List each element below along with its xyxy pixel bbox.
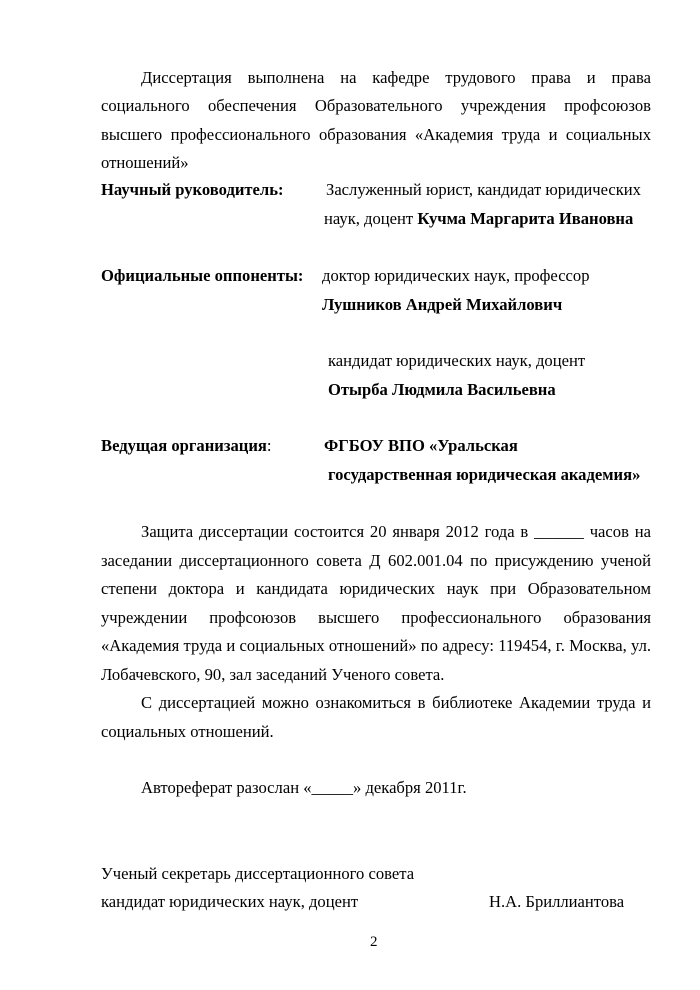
defense-line-2: заседании диссертационного совета Д 602.001.04 по присуждению ученой	[101, 551, 651, 570]
intro-line-2: социального обеспечения Образовательного учреждения профсоюзов	[101, 96, 651, 115]
defense-line-6: Лобачевского, 90, зал заседаний Ученого совета.	[101, 665, 445, 684]
supervisor-title-prefix: наук, доцент	[324, 209, 418, 228]
defense-line-3: степени доктора и кандидата юридических наук при Образовательном	[101, 579, 651, 598]
supervisor-name-line	[324, 209, 633, 229]
secretary-name: Н.А. Бриллиантова	[489, 892, 625, 911]
defense-line-1: Защита диссертации состоится 20 января 2012 года в ______ часов на	[141, 522, 651, 541]
opponent-2-name: Отырба Людмила Васильевна	[328, 380, 556, 399]
lead-org-label-wrap	[101, 436, 272, 456]
opponent-2-title: кандидат юридических наук, доцент	[328, 351, 586, 370]
opponent-1-title: доктор юридических наук, профессор	[322, 266, 590, 285]
supervisor-name: Кучма Маргарита Ивановна	[417, 209, 634, 228]
intro-line-4: отношений»	[101, 153, 189, 172]
secretary-degree: кандидат юридических наук, доцент	[101, 892, 359, 911]
lead-org-line-1: ФГБОУ ВПО «Уральская	[324, 436, 518, 455]
page-number: 2	[370, 934, 378, 950]
supervisor-label: Научный руководитель:	[101, 180, 284, 199]
mailing-date: Автореферат разослан «_____» декабря 2011г.	[141, 778, 467, 797]
intro-line-1: Диссертация выполнена на кафедре трудового права и права	[141, 68, 651, 87]
lead-org-label: Ведущая организация	[101, 436, 267, 455]
intro-line-3: высшего профессионального образования «Академия труда и социальных	[101, 125, 651, 144]
defense-line-4: учреждении профсоюзов высшего профессионального образования	[101, 608, 651, 627]
opponents-label: Официальные оппоненты:	[101, 266, 304, 285]
library-line-1: С диссертацией можно ознакомиться в библиотеке Академии труда и	[141, 693, 651, 712]
defense-line-5: «Академия труда и социальных отношений» по адресу: 119454, г. Москва, ул.	[101, 636, 651, 655]
lead-org-colon: :	[266, 436, 272, 455]
lead-org-line-2: государственная юридическая академия»	[328, 465, 641, 484]
secretary-title: Ученый секретарь диссертационного совета	[101, 864, 415, 883]
library-line-2: социальных отношений.	[101, 722, 274, 741]
supervisor-title-line: Заслуженный юрист, кандидат юридических	[326, 180, 641, 199]
opponent-1-name: Лушников Андрей Михайлович	[322, 295, 563, 314]
